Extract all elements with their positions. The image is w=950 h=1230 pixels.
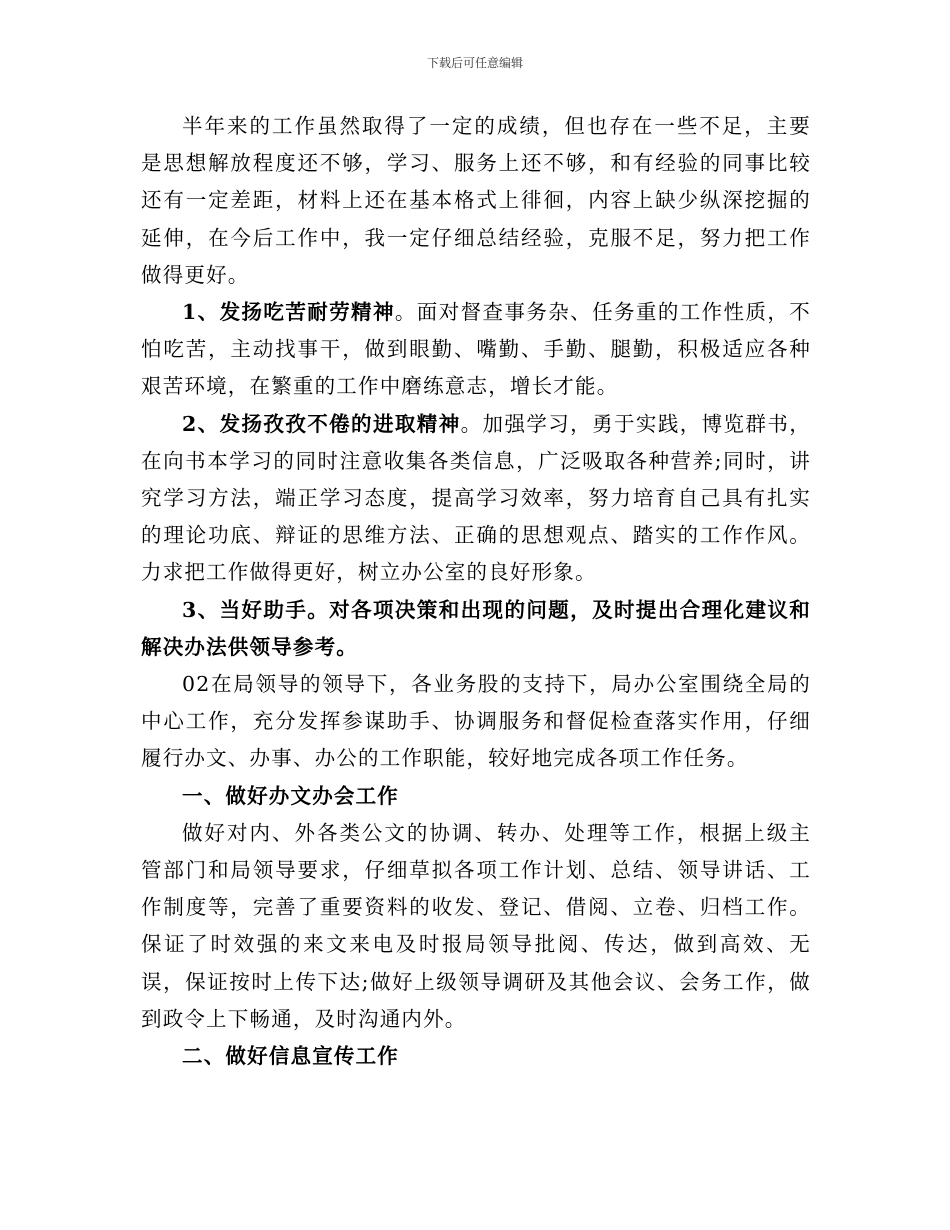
- paragraph-text: 02在局领导的领导下，各业务股的支持下，局办公室围绕全局的中心工作，充分发挥参谋助手、协调服务和督促检查落实作用，仔细履行办文、办事、办公的工作职能，较好地完成各项工作任务。: [141, 672, 811, 771]
- section-heading: 一、做好办文办会工作: [182, 783, 399, 808]
- paragraph-text: 。面对督查事务杂、任务重的工作性质，不怕吃苦，主动找事干，做到眼勤、嘴勤、手勤、腿勤，积极适应各种艰苦环境，在繁重的工作中磨练意志，增长才能。: [141, 300, 811, 399]
- paragraph-summary: [141, 108, 811, 294]
- paragraph-text: 。加强学习，勇于实践，博览群书，在向书本学习的同时注意收集各类信息，广泛吸取各种营养;同时，讲究学习方法，端正学习态度，提高学习效率，努力培育自己具有扎实的理论功底、辩证的思维方法、正确的思想观点、踏实的工作作风。力求把工作做得更好，树立办公室的良好形象。: [141, 411, 811, 585]
- paragraph-section-02: [141, 666, 811, 778]
- page-header: 下载后可任意编辑: [426, 56, 523, 70]
- point-heading: 2、发扬孜孜不倦的进取精神: [182, 411, 461, 436]
- paragraph-point-3: [141, 592, 811, 666]
- paragraph-point-2: [141, 406, 811, 592]
- paragraph-text: 半年来的工作虽然取得了一定的成绩，但也存在一些不足，主要是思想解放程度还不够，学习、服务上还不够，和有经验的同事比较还有一定差距，材料上还在基本格式上徘徊，内容上缺少纵深挖掘的延伸，在今后工作中，我一定仔细总结经验，克服不足，努力把工作做得更好。: [141, 114, 811, 287]
- paragraph-point-1: [141, 294, 811, 406]
- document-body: [141, 108, 811, 1075]
- section-heading: 二、做好信息宣传工作: [182, 1044, 399, 1069]
- point-heading: 1、发扬吃苦耐劳精神: [182, 300, 395, 325]
- section-heading-1: [141, 778, 811, 815]
- paragraph-text: 做好对内、外各类公文的协调、转办、处理等工作，根据上级主管部门和局领导要求，仔细草拟各项工作计划、总结、领导讲话、工作制度等，完善了重要资料的收发、登记、借阅、立卷、归档工作。保证了时效强的来文来电及时报局领导批阅、传达，做到高效、无误，保证按时上传下达;做好上级领导调研及其他会议、会务工作，做到政令上下畅通，及时沟通内外。: [141, 820, 811, 1031]
- section-heading-2: [141, 1038, 811, 1075]
- paragraph-document-work: [141, 815, 811, 1038]
- point-heading: 3、当好助手。对各项决策和出现的问题，及时提出合理化建议和解决办法供领导参考。: [141, 597, 811, 659]
